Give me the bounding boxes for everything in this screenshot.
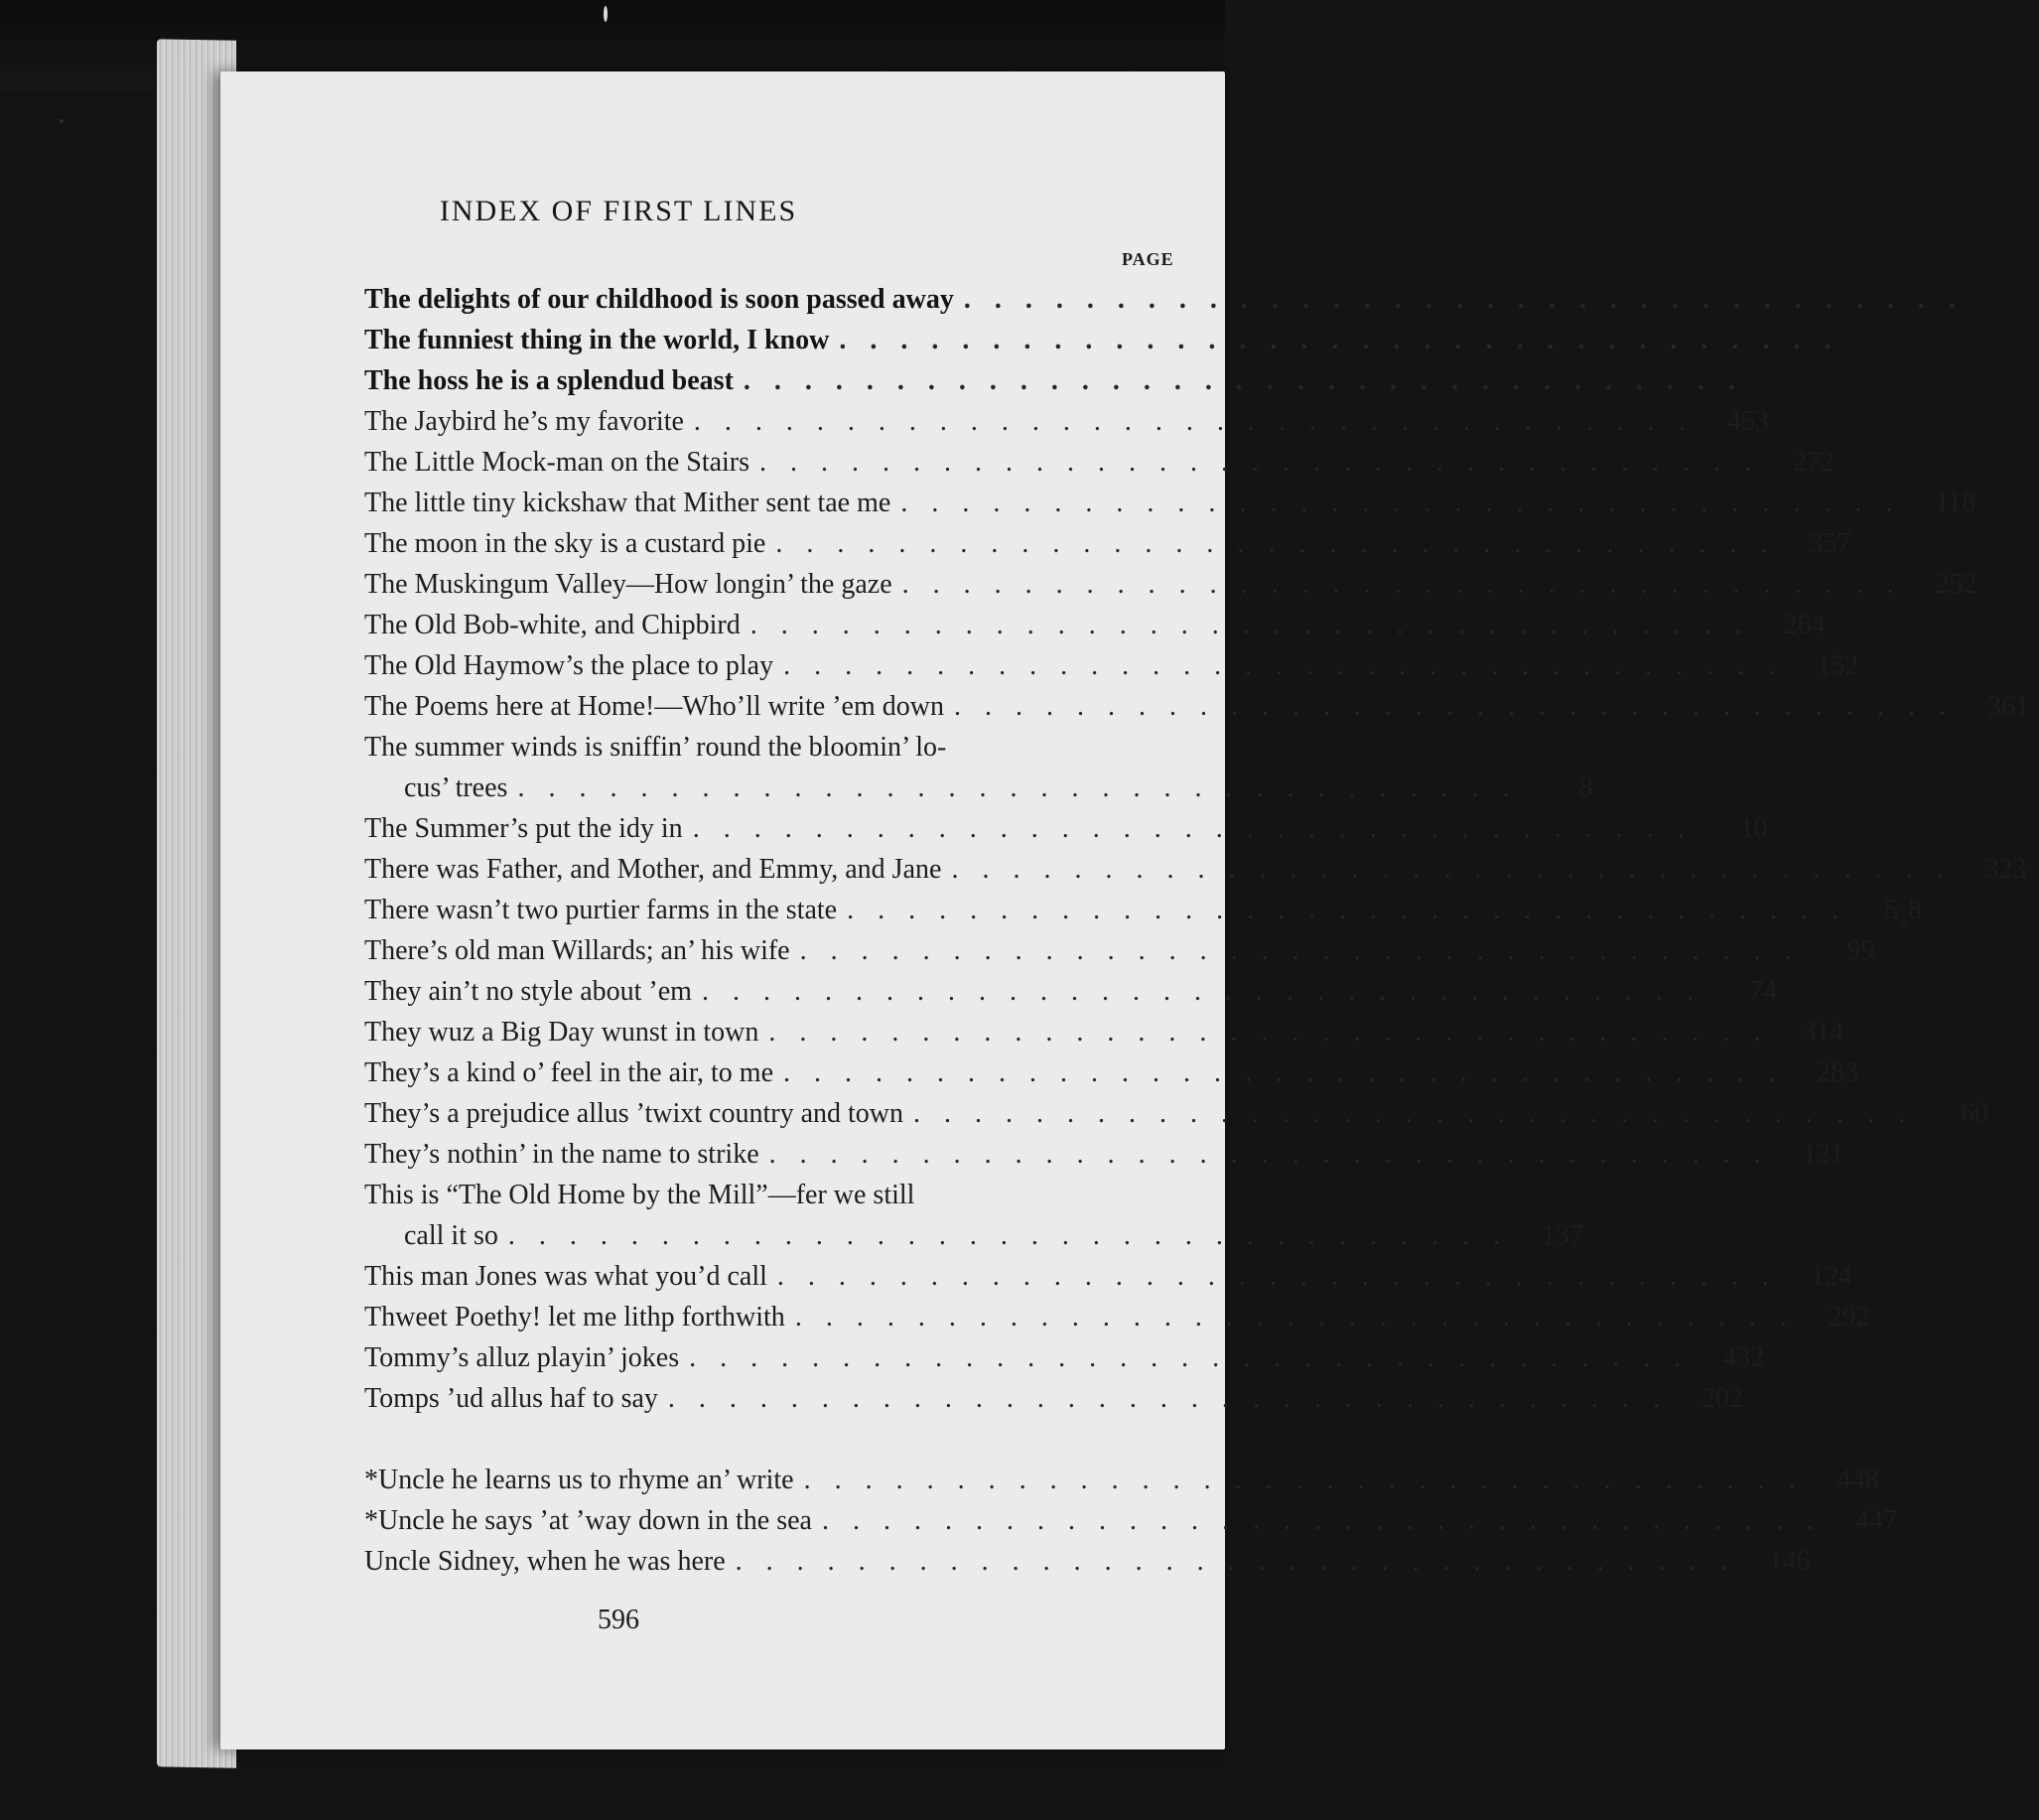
page-reference: 292 (1828, 1302, 1870, 1332)
page-reference: 16ˬ (1877, 325, 1915, 355)
dot-leader: ................................. (953, 691, 1970, 722)
index-entry (364, 360, 1819, 401)
first-line-text: There’s old man Willards; an’ his wife (364, 935, 790, 966)
first-line-text: The moon in the sky is a custard pie (364, 528, 766, 559)
page-reference: 99 (1846, 935, 1875, 966)
page-reference: 314 (1802, 1017, 1844, 1048)
index-entry (364, 320, 1915, 360)
page-reference: 448 (1836, 1465, 1879, 1495)
dot-leader: ................................. (701, 976, 1717, 1007)
first-line-text: The Little Mock-man on the Stairs (364, 447, 750, 478)
index-entry (364, 768, 1593, 808)
first-line-text: The Muskingum Valley—How longin’ the gaze (364, 569, 892, 600)
page-reference: 118 (1935, 488, 1976, 518)
index-entry (364, 1460, 1879, 1500)
index-entries (364, 279, 2039, 1582)
page-reference: 447 (1854, 1505, 1897, 1536)
index-entry (364, 1297, 1870, 1337)
index-entry (364, 1134, 1844, 1175)
index-entry (364, 605, 1826, 645)
page-reference: 121 (1802, 1139, 1844, 1170)
page-reference: 453 (1726, 406, 1769, 437)
dot-leader: ................................. (775, 528, 1792, 559)
dot-leader: ................................. (768, 1017, 1785, 1048)
page-reference: 152 (1817, 650, 1859, 681)
page-title: INDEX OF FIRST LINES (439, 195, 798, 227)
dot-leader: ................................. (821, 1505, 1837, 1536)
index-entry (364, 890, 1923, 930)
page-reference: 264 (1783, 610, 1826, 640)
page-column-heading: PAGE (1122, 249, 1174, 269)
page-reference: 5ˬ8 (1884, 895, 1923, 925)
page-reference: 146 (1768, 1546, 1811, 1577)
first-line-text: This man Jones was what you’d call (364, 1261, 767, 1292)
first-line-text: Thweet Poethy! let me lithp forthwith (364, 1302, 785, 1332)
index-entry (364, 686, 2029, 727)
dot-leader: ................................. (667, 1383, 1684, 1414)
page-reference: 252 (1935, 569, 1977, 600)
dot-leader: ................................. (759, 447, 1776, 478)
dot-leader: ................................. (749, 610, 1766, 640)
page-reference: 357 (1809, 528, 1851, 559)
index-entry (364, 1215, 1583, 1256)
index-entry (364, 523, 1851, 564)
index-entry (364, 442, 1835, 483)
page-reference: 432 (1722, 1342, 1765, 1373)
first-line-text: Uncle Sidney, when he was here (364, 1546, 726, 1577)
index-entry (364, 1337, 1765, 1378)
index-entry (364, 401, 1769, 442)
dot-leader: ................................. (803, 1465, 1820, 1495)
first-line-text: The Poems here at Home!—Who’ll write ’em down (364, 691, 944, 722)
index-entry (364, 483, 1976, 523)
dot-leader: ................................. (901, 569, 1918, 600)
page-reference: 283 (1817, 1057, 1859, 1088)
dot-leader: ................................. (783, 650, 1800, 681)
dot-leader: ................................. (799, 935, 1816, 966)
index-entry (364, 645, 1859, 686)
first-line-text: The delights of our childhood is soon passed away (364, 284, 954, 315)
index-entry (364, 930, 1875, 971)
page-reference: 137 (1541, 1220, 1583, 1251)
page-reference: 8 (1578, 772, 1593, 803)
first-line-text: *Uncle he says ’at ’way down in the sea (364, 1505, 812, 1536)
index-entry (364, 1052, 1859, 1093)
index-entry (364, 1093, 1989, 1134)
first-line-text: The Old Bob-white, and Chipbird (364, 610, 741, 640)
index-entry (364, 1012, 1844, 1052)
index-entry (364, 1256, 1852, 1297)
first-line-text: Tommy’s alluz playin’ jokes (364, 1342, 680, 1373)
first-line-text: cus’ trees (404, 772, 508, 803)
index-entry (364, 849, 2027, 890)
index-entry (364, 1175, 1155, 1215)
first-line-text: The hoss he is a splendud beast (364, 365, 734, 396)
dust-speck (60, 119, 64, 123)
dot-leader: ................................. (900, 488, 1917, 518)
page-number: 596 (598, 1605, 639, 1635)
first-line-text: call it so (404, 1220, 498, 1251)
page-reference: 124 (1810, 1261, 1852, 1292)
page-reference: 74 (1748, 976, 1777, 1007)
first-line-text: This is “The Old Home by the Mill”—fer we still (364, 1180, 915, 1210)
dot-leader: ................................. (693, 406, 1709, 437)
first-line-text: They’s nothin’ in the name to strike (364, 1139, 759, 1170)
first-line-text: The funniest thing in the world, I know (364, 325, 830, 355)
dot-leader: ................................. (783, 1057, 1800, 1088)
page-reference: 46 (1790, 365, 1819, 396)
first-line-text: There wasn’t two purtier farms in the state (364, 895, 838, 925)
first-line-text: They’s a prejudice allus ’twixt country and town (364, 1098, 904, 1129)
page-reference: 202 (1700, 1383, 1743, 1414)
page-reference: 68 (2010, 284, 2039, 315)
index-entry (364, 727, 1155, 768)
section-gap (364, 1419, 1155, 1460)
first-line-text: The Old Haymow’s the place to play (364, 650, 774, 681)
index-entry (364, 1378, 1743, 1419)
dot-leader: ................................. (517, 772, 1534, 803)
dot-leader: ................................. (692, 813, 1708, 844)
page-reference: 272 (1793, 447, 1835, 478)
dot-leader: ................................. (735, 1546, 1751, 1577)
first-line-text: Tomps ’ud allus haf to say (364, 1383, 658, 1414)
page-reference: 60 (1961, 1098, 1989, 1129)
dot-leader: ................................. (794, 1302, 1811, 1332)
dot-leader: ................................. (743, 365, 1759, 396)
dot-leader: ................................. (776, 1261, 1793, 1292)
dot-leader: ................................. (963, 284, 1979, 315)
dot-leader: ................................. (951, 854, 1968, 885)
page-reference: 10 (1739, 813, 1768, 844)
first-line-text: There was Father, and Mother, and Emmy, and Jane (364, 854, 942, 885)
first-line-text: The little tiny kickshaw that Mither sent tae me (364, 488, 891, 518)
dot-leader: ................................. (847, 895, 1863, 925)
first-line-text: The summer winds is sniffin’ round the bloomin’ lo- (364, 732, 947, 763)
index-entry (364, 564, 1977, 605)
first-line-text: The Jaybird he’s my favorite (364, 406, 684, 437)
dot-leader: ................................. (507, 1220, 1524, 1251)
first-line-text: They wuz a Big Day wunst in town (364, 1017, 759, 1048)
dust-speck (604, 6, 608, 22)
dot-leader: ................................. (689, 1342, 1705, 1373)
index-entry (364, 971, 1777, 1012)
first-line-text: They ain’t no style about ’em (364, 976, 692, 1007)
first-line-text: They’s a kind o’ feel in the air, to me (364, 1057, 774, 1088)
index-entry (364, 279, 2039, 320)
index-entry (364, 1500, 1897, 1541)
page-reference: 361 (1986, 691, 2029, 722)
dot-leader: ................................. (768, 1139, 1785, 1170)
page-reference: 323 (1984, 854, 2027, 885)
dot-leader: ................................. (913, 1098, 1930, 1129)
index-entry (364, 808, 1768, 849)
first-line-text: *Uncle he learns us to rhyme an’ write (364, 1465, 794, 1495)
dot-leader: ................................. (839, 325, 1855, 355)
first-line-text: The Summer’s put the idy in (364, 813, 683, 844)
index-entry (364, 1541, 1811, 1582)
